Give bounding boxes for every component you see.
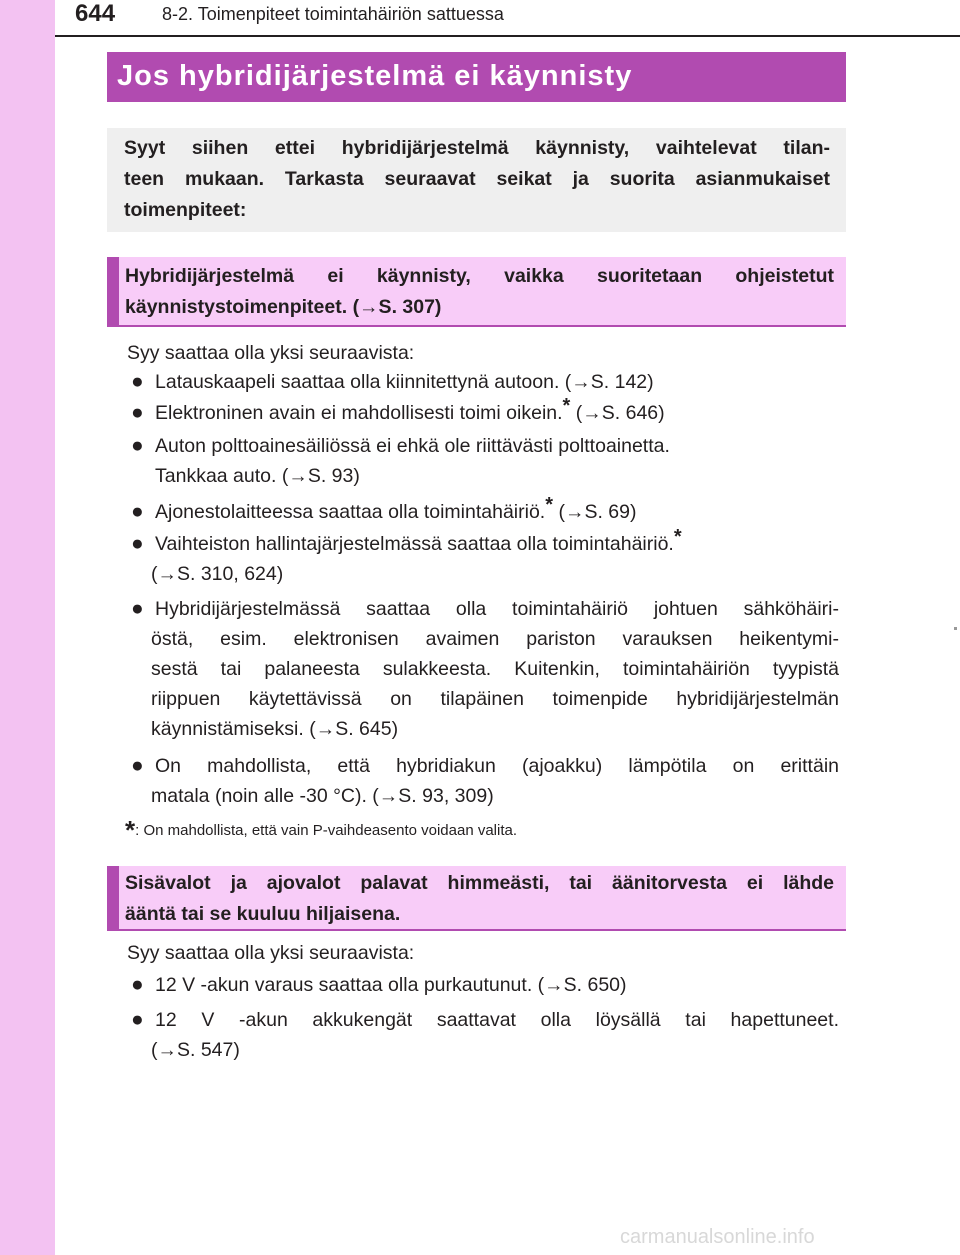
heading-accent-bar [107, 257, 119, 325]
page-number: 644 [75, 0, 116, 27]
page-title: Jos hybridijärjestelmä ei käynnisty [117, 60, 633, 92]
bullet-icon: ● [131, 532, 144, 555]
bullet-icon: ● [131, 973, 144, 996]
bullet-icon: ● [131, 500, 144, 523]
list-item-text: Ajonestolaitteessa saattaa olla toimintahäiriö. [155, 501, 546, 523]
asterisk-mark: * [545, 494, 554, 516]
heading-accent-bar [107, 866, 119, 929]
heading-line: käynnistystoimenpiteet. (→S. 307) [125, 296, 442, 318]
heading-line: Sisävalot ja ajovalot palavat himmeästi, tai äänitorvesta ei lähde [125, 872, 834, 894]
heading-line: Hybridijärjestelmä ei käynnisty, vaikka suoritetaan ohjeistetut [125, 265, 834, 287]
heading-line: ääntä tai se kuuluu hiljaisena. [125, 903, 401, 925]
bullet-icon: ● [131, 434, 144, 457]
asterisk-mark: * [562, 395, 571, 417]
page-side-tab [0, 0, 55, 1255]
list-item-text: Vaihteiston hallintajärjestelmässä saattaa olla toimintahäiriö. [155, 533, 674, 555]
header-rule [55, 35, 960, 37]
condition-heading-1 [107, 257, 846, 327]
footnote-text: : On mahdollista, että vain P-vaihdeasento voidaan valita. [135, 822, 518, 839]
list-item-ref: (→S. 646) [570, 402, 665, 424]
bullet-icon: ● [131, 1008, 144, 1031]
list-item-continued: (→S. 310, 624) [151, 563, 284, 585]
asterisk-mark: * [673, 526, 682, 548]
list-item: 12 V -akun akkukengät saattavat olla löysällä tai hapettuneet. [155, 1009, 839, 1031]
condition-heading-2 [107, 866, 846, 931]
list-item: 12 V -akun varaus saattaa olla purkautunut. (→S. 650) [155, 974, 627, 996]
cause-lead: Syy saattaa olla yksi seuraavista: [127, 942, 415, 964]
intro-line: toimenpiteet: [124, 199, 247, 221]
list-item [155, 494, 637, 526]
list-item: Latauskaapeli saattaa olla kiinnitettynä autoon. (→S. 142) [155, 371, 654, 393]
list-item: Hybridijärjestelmässä saattaa olla toimintahäiriö johtuen sähköhäiri- [155, 598, 839, 620]
footnote [125, 815, 517, 846]
watermark: carmanualsonline.info [620, 1226, 815, 1248]
list-item-continued: Tankkaa auto. (→S. 93) [155, 465, 360, 487]
intro-box [107, 128, 846, 232]
bullet-icon: ● [131, 754, 144, 777]
list-item-text: Elektroninen avain ei mahdollisesti toimi oikein. [155, 402, 563, 424]
list-item-continued: riippuen käytettävissä on tilapäinen toimenpide hybridijärjestelmän [151, 688, 839, 710]
list-item-continued: matala (noin alle -30 °C). (→S. 93, 309) [151, 785, 494, 807]
intro-line: Syyt siihen ettei hybridijärjestelmä käynnisty, vaihtelevat tilan- [124, 137, 830, 159]
list-item: On mahdollista, että hybridiakun (ajoakku) lämpötila on erittäin [155, 755, 839, 777]
bullet-icon: ● [131, 597, 144, 620]
list-item-continued: (→S. 547) [151, 1039, 240, 1061]
list-item [155, 395, 665, 427]
title-banner [107, 52, 846, 102]
list-item-ref: (→S. 69) [553, 501, 637, 523]
section-reference: 8-2. Toimenpiteet toimintahäiriön sattuessa [162, 4, 504, 24]
bullet-icon: ● [131, 401, 144, 424]
cause-lead: Syy saattaa olla yksi seuraavista: [127, 342, 415, 364]
intro-text [124, 133, 830, 226]
bullet-icon: ● [131, 370, 144, 393]
list-item-continued: östä, esim. elektronisen avaimen pariston varauksen heikentymi- [151, 628, 839, 650]
list-item-continued: sestä tai palaneesta sulakkeesta. Kuitenkin, toimintahäiriön tyypistä [151, 658, 839, 680]
margin-mark [954, 627, 957, 630]
list-item: Auton polttoainesäiliössä ei ehkä ole riittävästi polttoainetta. [155, 435, 670, 457]
list-item [155, 526, 682, 558]
footnote-asterisk: * [125, 815, 136, 845]
intro-line: teen mukaan. Tarkasta seuraavat seikat ja suorita asianmukaiset [124, 168, 830, 190]
list-item-continued: käynnistämiseksi. (→S. 645) [151, 718, 399, 740]
